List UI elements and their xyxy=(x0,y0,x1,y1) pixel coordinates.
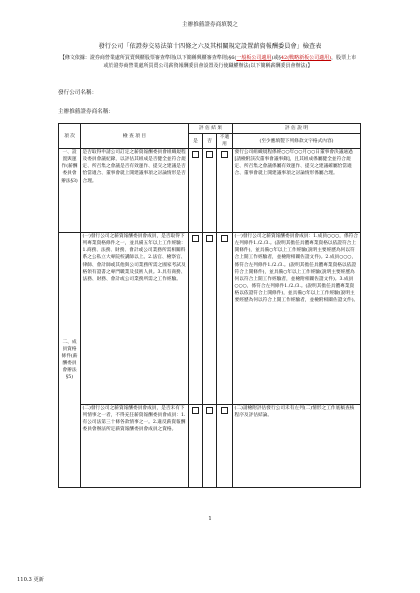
checkbox-yes[interactable] xyxy=(189,233,203,405)
col-header-item: 檢 查 項 目 xyxy=(81,124,189,149)
col-header-no-result: 否 xyxy=(203,134,217,149)
checkbox-no[interactable] xyxy=(203,405,217,488)
table-row xyxy=(59,233,361,405)
checkbox-no[interactable] xyxy=(203,233,217,405)
row-description: (一)發行公司之薪資報酬委員會成員：1.成員○○○，係符合左列條件1./2./3.。(說明其擔任具體專業資格以依證符合上開條件)，並具備○年以上工作經驗(說明主要經歷為何以符合上開工作經驗者，並檢附相關佐證文件)。2.成員○○○，係符合左列條件1./2./3.。(說明其擔任具體專業資格以依證符合上開條件)，並具備○年以上工作經驗(說明主要經歷為何以符合上開工作經驗者，並檢附相關佐證文件)。3.成員○○○，係符合左列條件1./2./3.。(說明其擔任具體專業資格以依證符合上開條件)，並具備○年以上工作經驗(說明主要經歷為何以符合上開工作經驗者，並檢附相關佐證文件)。 xyxy=(233,233,361,405)
col-header-desc-sub: (至少應填製下列條款文字格式內容) xyxy=(233,134,361,149)
basis-text-b: )或§ xyxy=(271,55,281,61)
company-name-label: 發行公司名稱： xyxy=(58,90,98,96)
checkbox-na[interactable] xyxy=(217,149,233,233)
col-header-desc: 評 估 說 明 xyxy=(233,124,361,134)
legal-basis xyxy=(58,54,358,71)
checkbox-no[interactable] xyxy=(203,149,217,233)
form-header: 主辦推薦證券商填製之 xyxy=(182,22,238,28)
checkbox-yes[interactable] xyxy=(189,405,203,488)
table-row xyxy=(59,149,361,233)
checkbox-na[interactable] xyxy=(217,233,233,405)
row-check-item: 是否取得申請公司訂定之薪資報酬委員會組織規程及委員會議紀錄，以評估其組成是否健全並符合規定、所召集之會議是否有效運作、提交之建議是否恰當適合、董事會就上開建議事項之討論情形是否合理。 xyxy=(81,149,189,233)
version-label: 110.3 更新 xyxy=(17,577,44,583)
row-item-no: 一、設置與運作(薪酬委員會辦法§3) xyxy=(59,149,81,233)
basis-text-c: ，股票上市或於證券商營業處所買賣公司薪資報酬委員會設置及行使職權辦法(以下簡稱薪酬委員會辦法)】 xyxy=(103,55,357,70)
basis-link-strategic[interactable]: 42(戰略新板公司適用) xyxy=(280,55,332,61)
col-header-result: 評 估 結 果 xyxy=(189,124,233,134)
table-row xyxy=(59,405,361,488)
brokerage-name-label: 主辦推薦證券商名稱： xyxy=(58,109,114,115)
basis-link-general[interactable]: 一般板公司適用 xyxy=(236,55,272,61)
row-check-item: (一)發行公司之薪資報酬委員會成員，是否取得下列專業資格條件之一，並具備五年以上工作經驗：1.商務、法務、財務、會計或公司業務所需相關料系之公私立大專院校講師以上。2.法官、檢察官、律師、會計師或其他與公司業務所需之國家考試及格領有證書之專門職業及技術人員。3.具有商務、法務、財務、會計或公司業務所需之工作經驗。 xyxy=(81,233,189,405)
row-description: (二)請檢附評估發行公司未有左列(二)情形之工作底稿查核程序及評估結論。 xyxy=(233,405,361,488)
col-header-na: 不適用 xyxy=(217,134,233,149)
checkbox-yes[interactable] xyxy=(189,149,203,233)
page-number: 1 xyxy=(208,516,212,522)
checkbox-na[interactable] xyxy=(217,405,233,488)
checklist-table xyxy=(58,123,361,488)
row-check-item: (二)發行公司之薪資報酬委員會成員，是否未有下列情事之一者，不得充任薪資報酬委員會成員：1.有公司法第三十條各款情事之一。2.違反薪資報酬委員會辦法所定薪資報酬委員會成員之資格。 xyxy=(81,405,189,488)
col-header-no: 項 次 xyxy=(59,124,81,149)
form-title: 發行公司「依證券交易法第十四條之六及其相關規定設置薪資報酬委員會」檢查表 xyxy=(98,43,322,50)
basis-text-a: 【條文依據：證券商營業處所買賣興櫃股票審查準則(以下簡稱興櫃審查準則)§6( xyxy=(59,55,237,61)
row-item-no: 二、成員資格條件(薪酬委員會辦法§5) xyxy=(59,233,81,488)
row-description: 發行公司組織規程係經○○年○○月○○日董事會決議通過[請檢附該次董事會議事錄]，且其組成係屬健全並符合規定、所召集之會議係屬有效運作、提交之建議確屬恰當適合、董事會就上開建議事項之討論情形係屬合理。 xyxy=(233,149,361,233)
col-header-yes: 是 xyxy=(189,134,203,149)
